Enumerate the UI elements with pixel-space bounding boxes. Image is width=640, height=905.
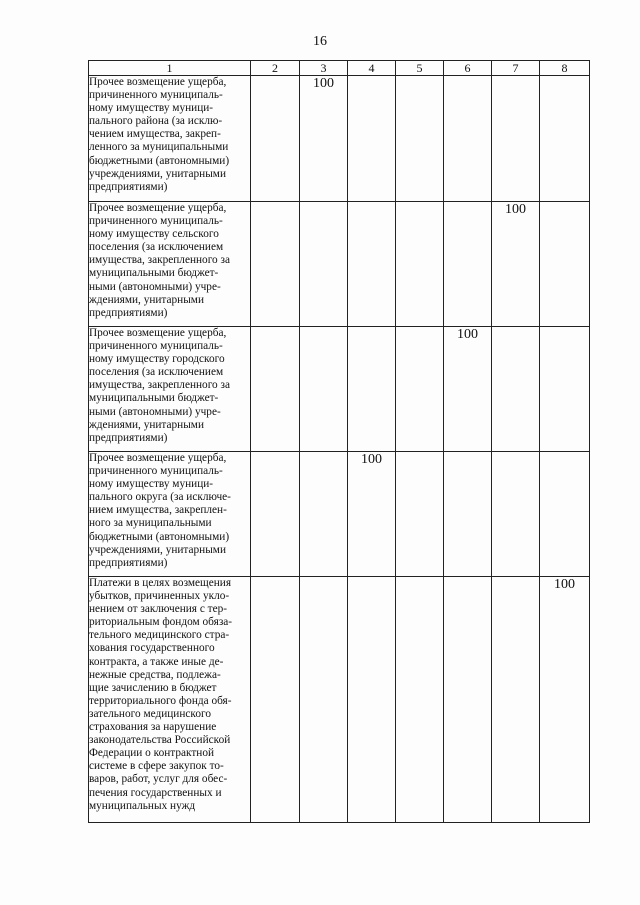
description-line: ждениями, унитарными	[89, 418, 205, 431]
description-line: имущества, закрепленного за	[89, 379, 231, 392]
value-cell	[444, 577, 492, 823]
value-cell	[348, 327, 396, 452]
description-line: Прочее возмещение ущерба,	[89, 327, 227, 339]
table-row	[89, 76, 590, 202]
description-line: страхования за нарушение	[89, 721, 217, 734]
description-line: Платежи в целях возмещения	[89, 577, 232, 589]
description-line: причиненного муниципаль-	[89, 340, 223, 353]
value-cell	[444, 202, 492, 327]
column-header: 4	[348, 61, 396, 76]
description-line: предприятиями)	[89, 431, 168, 444]
table-row	[89, 202, 590, 327]
value-cell	[492, 577, 540, 823]
description-line: бюджетными (автономными)	[89, 530, 230, 543]
description-line: ными (автономными) учре-	[89, 280, 221, 293]
value-cell: 100	[540, 577, 590, 823]
description-line: щие зачислению в бюджет	[89, 681, 217, 694]
row-description	[89, 452, 251, 577]
header-row	[89, 61, 590, 76]
column-header: 3	[300, 61, 348, 76]
value-cell: 100	[348, 452, 396, 577]
description-line: ленного за муниципальными	[89, 141, 229, 154]
description-line: пального района (за исклю-	[89, 115, 223, 128]
row-description	[89, 327, 251, 452]
description-line: ному имуществу городского	[89, 353, 225, 366]
value-cell	[396, 202, 444, 327]
value-cell	[300, 577, 348, 823]
column-header: 5	[396, 61, 444, 76]
description-line: предприятиями)	[89, 556, 168, 569]
description-line: предприятиями)	[89, 180, 168, 193]
description-line: муниципальными бюджет-	[89, 267, 219, 280]
description-line: ными (автономными) учре-	[89, 405, 221, 418]
row-description	[89, 202, 251, 327]
description-line: тельного медицинского стра-	[89, 629, 230, 642]
column-header: 7	[492, 61, 540, 76]
description-line: убытков, причиненных укло-	[89, 590, 230, 603]
value-cell	[251, 452, 300, 577]
description-line: зательного медицинского	[89, 707, 211, 720]
column-header: 8	[540, 61, 590, 76]
value-cell	[444, 452, 492, 577]
description-line: бюджетными (автономными)	[89, 154, 230, 167]
description-line: ного за муниципальными	[89, 517, 212, 530]
value-cell	[300, 202, 348, 327]
column-header: 1	[89, 61, 251, 76]
description-line: учреждениями, унитарными	[89, 543, 226, 556]
column-header: 6	[444, 61, 492, 76]
description-line: варов, работ, услуг для обес-	[89, 773, 228, 786]
column-header: 2	[251, 61, 300, 76]
value-cell	[492, 76, 540, 202]
table-row	[89, 327, 590, 452]
description-line: хования государственного	[89, 642, 215, 655]
description-line: муниципальных нужд	[89, 799, 196, 812]
description-line: нежные средства, подлежа-	[89, 668, 221, 681]
value-cell	[251, 76, 300, 202]
description-line: ному имуществу сельского	[89, 228, 219, 241]
description-line: причиненного муниципаль-	[89, 215, 223, 228]
value-cell	[251, 327, 300, 452]
value-cell	[396, 76, 444, 202]
value-cell: 100	[300, 76, 348, 202]
table-row	[89, 577, 590, 823]
description-line: причиненного муниципаль-	[89, 465, 223, 478]
description-line: причиненного муниципаль-	[89, 89, 223, 102]
description-line: поселения (за исключением	[89, 241, 224, 254]
description-line: предприятиями)	[89, 306, 168, 319]
value-cell	[540, 327, 590, 452]
value-cell	[348, 577, 396, 823]
description-line: пального округа (за исключе-	[89, 491, 231, 504]
description-line: ному имуществу муници-	[89, 102, 214, 115]
value-cell	[492, 452, 540, 577]
classification-table	[88, 60, 590, 823]
value-cell	[444, 76, 492, 202]
description-line: печения государственных и	[89, 786, 222, 799]
description-line: риториальным фондом обяза-	[89, 616, 233, 629]
value-cell	[348, 202, 396, 327]
description-line: нием имущества, закреплен-	[89, 504, 227, 517]
description-line: контракта, а также иные де-	[89, 655, 224, 668]
value-cell	[492, 327, 540, 452]
value-cell: 100	[444, 327, 492, 452]
table-row	[89, 452, 590, 577]
description-line: Прочее возмещение ущерба,	[89, 76, 227, 88]
value-cell	[396, 327, 444, 452]
description-line: законодательства Российской	[89, 734, 231, 747]
value-cell	[251, 202, 300, 327]
description-line: Прочее возмещение ущерба,	[89, 452, 227, 464]
value-cell	[396, 577, 444, 823]
description-line: Прочее возмещение ущерба,	[89, 202, 227, 214]
description-line: Федерации о контрактной	[89, 747, 215, 760]
description-line: имущества, закрепленного за	[89, 254, 231, 267]
value-cell	[348, 76, 396, 202]
value-cell	[251, 577, 300, 823]
value-cell	[540, 202, 590, 327]
value-cell: 100	[492, 202, 540, 327]
row-description	[89, 76, 251, 202]
value-cell	[540, 76, 590, 202]
value-cell	[540, 452, 590, 577]
value-cell	[300, 327, 348, 452]
value-cell	[300, 452, 348, 577]
description-line: ному имуществу муници-	[89, 478, 214, 491]
page-number: 16	[313, 34, 327, 49]
description-line: нением от заключения с тер-	[89, 603, 228, 616]
value-cell	[396, 452, 444, 577]
description-line: системе в сфере закупок то-	[89, 760, 224, 773]
description-line: поселения (за исключением	[89, 366, 224, 379]
description-line: муниципальными бюджет-	[89, 392, 219, 405]
description-line: ждениями, унитарными	[89, 293, 205, 306]
description-line: учреждениями, унитарными	[89, 167, 226, 180]
row-description	[89, 577, 251, 823]
description-line: территориального фонда обя-	[89, 694, 232, 707]
description-line: чением имущества, закреп-	[89, 128, 221, 141]
